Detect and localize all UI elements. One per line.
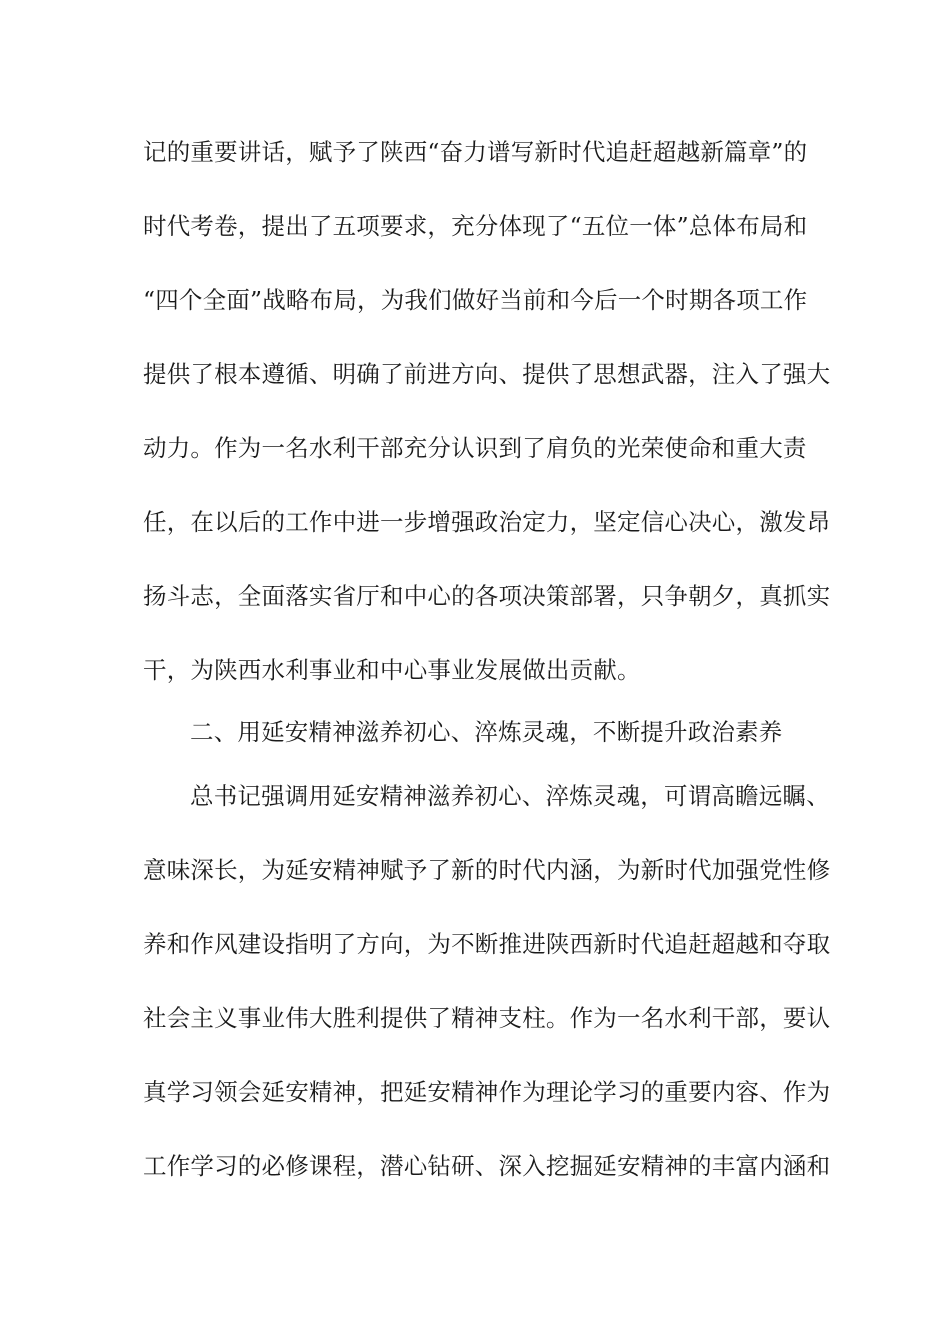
- paragraph-line: 意味深长，为延安精神赋予了新的时代内涵，为新时代加强党性修: [143, 856, 831, 884]
- paragraph-line: 时代考卷，提出了五项要求，充分体现了“五位一体”总体布局和: [143, 212, 808, 240]
- paragraph-line: 社会主义事业伟大胜利提供了精神支柱。作为一名水利干部，要认: [143, 1004, 831, 1032]
- paragraph-line: 任，在以后的工作中进一步增强政治定力，坚定信心决心，激发昂: [143, 508, 831, 536]
- paragraph-line: 扬斗志，全面落实省厅和中心的各项决策部署，只争朝夕，真抓实: [143, 582, 831, 610]
- paragraph-line: 记的重要讲话，赋予了陕西“奋力谱写新时代追赶超越新篇章”的: [143, 138, 808, 166]
- paragraph-line: “四个全面”战略布局，为我们做好当前和今后一个时期各项工作: [143, 286, 808, 314]
- section-heading: 二、用延安精神滋养初心、淬炼灵魂，不断提升政治素养: [190, 718, 783, 746]
- paragraph-line: 干，为陕西水利事业和中心事业发展做出贡献。: [143, 656, 641, 684]
- paragraph-line: 动力。作为一名水利干部充分认识到了肩负的光荣使命和重大责: [143, 434, 807, 462]
- paragraph-line: 真学习领会延安精神，把延安精神作为理论学习的重要内容、作为: [143, 1078, 831, 1106]
- paragraph-line: 工作学习的必修课程，潜心钻研、深入挖掘延安精神的丰富内涵和: [143, 1152, 831, 1180]
- paragraph-line: 总书记强调用延安精神滋养初心、淬炼灵魂，可谓高瞻远瞩、: [190, 782, 830, 810]
- paragraph-line: 提供了根本遵循、明确了前进方向、提供了思想武器，注入了强大: [143, 360, 831, 388]
- paragraph-line: 养和作风建设指明了方向，为不断推进陕西新时代追赶超越和夺取: [143, 930, 831, 958]
